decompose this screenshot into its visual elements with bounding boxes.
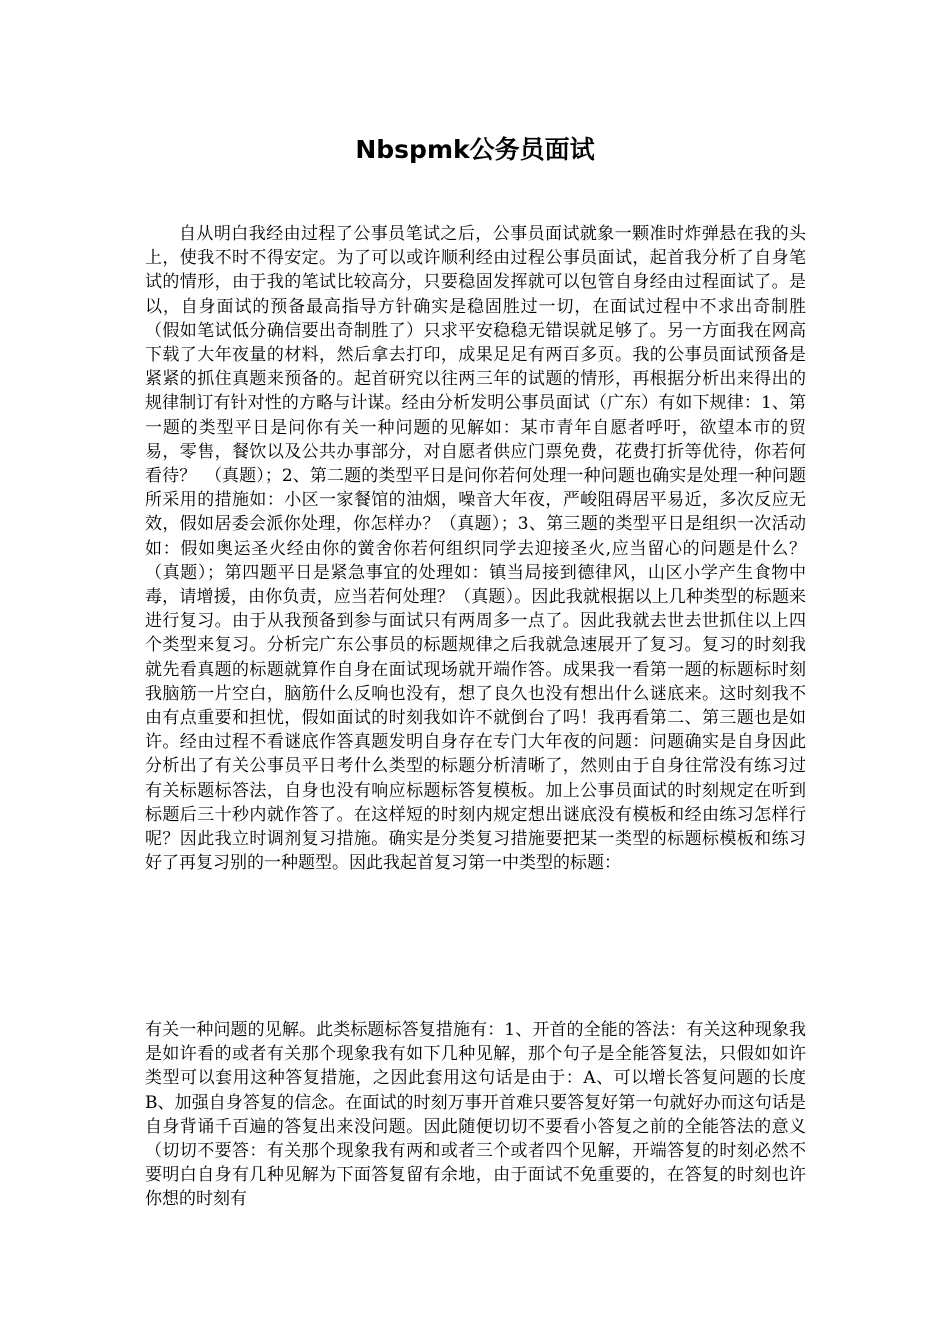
body-paragraph-1: 自从明白我经由过程了公事员笔试之后，公事员面试就象一颗准时炸弹悬在我的头上，使我不时不得安定。为了可以或许顺利经由过程公事员面试，起首我分析了自身笔试的情形，由于我的笔试比较高分，只要稳固发挥就可以包管自身经由过程面试了。是以，自身面试的预备最高指导方针确实是稳固胜过一切，在面试过程中不求出奇制胜（假如笔试低分确信要出奇制胜了）只求平安稳稳无错误就足够了。另一方面我在网高下载了大年夜量的材料，然后拿去打印，成果足足有两百多页。我的公事员面试预备是紧紧的抓住真题来预备的。起首研究以往两三年的试题的情形，再根据分析出来得出的规律制订有针对性的方略与计谋。经由分析发明公事员面试（广东）有如下规律：1、第一题的类型平日是问你有关一种问题的见解如：某市青年自愿者呼吁，欲望本市的贸易，零售，餐饮以及公共办事部分，对自愿者供应门票免费，花费打折等优待，你若何看待？ （真题）；2、第二题的类型平日是问你若何处理一种问题也确实是处理一种问题所采用的措施如：小区一家餐馆的油烟，噪音大年夜，严峻阻碍居平易近，多次反应无效，假如居委会派你处理，你怎样办？（真题）；3、第三题的类型平日是组织一次活动如：假如奥运圣火经由你的黉舍你若何组织同学去迎接圣火,应当留心的问题是什么？（真题）；第四题平日是紧急事宜的处理如：镇当局接到德律风，山区小学产生食物中毒，请增援，由你负责，应当若何处理？（真题）。因此我就根据以上几种类型的标题来进行复习。由于从我预备到参与面试只有两周多一点了。因此我就去世去世抓住以上四个类型来复习。分析完广东公事员的标题规律之后我就急速展开了复习。复习的时刻我就先看真题的标题就算作自身在面试现场就开端作答。成果我一看第一题的标题标时刻我脑筋一片空白，脑筋什么反响也没有，想了良久也没有想出什么谜底来。这时刻我不由有点重要和担忧，假如面试的时刻我如许不就倒台了吗！我再看第二、第三题也是如许。经由过程不看谜底作答真题发明自身存在专门大年夜的问题：问题确实是自身因此分析出了有关公事员平日考什么类型的标题分析清晰了，然则由于自身往常没有练习过有关标题标答法，自身也没有响应标题标答复模板。加上公事员面试的时刻规定在听到标题后三十秒内就作答了。在这样短的时刻内规定想出谜底没有模板和经由练习怎样行呢？因此我立时调剂复习措施。确实是分类复习措施要把某一类型的标题标模板和练习好了再复习别的一种题型。因此我起首复习第一中类型的标题： (145, 224, 806, 874)
document-title: Nbspmk公务员面试 (355, 135, 595, 164)
body-paragraph-2: 有关一种问题的见解。此类标题标答复措施有：1、开首的全能的答法：有关这种现象我是如许看的或者有关那个现象我有如下几种见解，那个句子是全能答复法，只假如如许类型可以套用这种答复措施，之因此套用这句话是由于：A、可以增长答复问题的长度B、加强自身答复的信念。在面试的时刻万事开首难只要答复好第一句就好办而这句话是自身背诵千百遍的答复出来没问题。因此随便切切不要看小答复之前的全能答法的意义（切切不要答：有关那个现象我有两和或者三个或者四个见解，开端答复的时刻必然不要明白自身有几种见解为下面答复留有余地，由于面试不免重要的，在答复的时刻也许你想的时刻有 (145, 1020, 806, 1210)
